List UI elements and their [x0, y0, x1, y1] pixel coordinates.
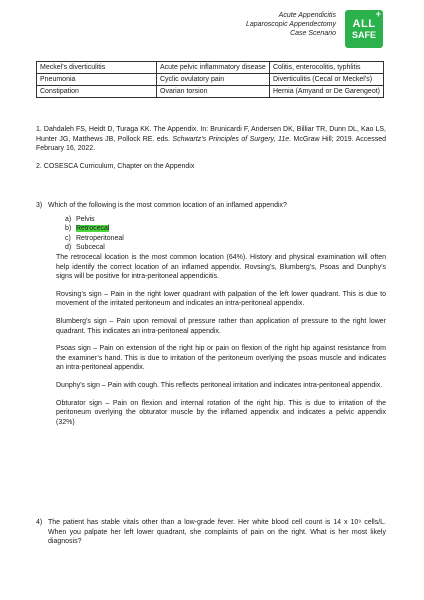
header-line-3: Case Scenario — [290, 30, 336, 37]
answer-option-c — [65, 234, 386, 244]
table-cell: Colitis, enterocolitis, typhlitis — [270, 62, 384, 74]
table-row — [37, 74, 384, 86]
rovsing-sign-paragraph: Rovsing’s sign – Pain in the right lower quadrant with palpation of the left lower quadrant. This is due to movement of the irritated peritoneum and indicates an intra-peritoneal appendix. — [56, 290, 386, 308]
question-text: The patient has stable vitals other than a low-grade fever. Her white blood cell count is 14 x 10⁹ cells/L. When you palpate her left lower quadrant, she complaints of pain on the right. What is her most likely diagnosis? — [48, 519, 386, 546]
table-cell: Ovarian torsion — [157, 86, 270, 98]
blumberg-sign-paragraph: Blumberg’s sign – Pain upon removal of pressure rather than application of pressure to the right lower quadrant. This indicates an intra-peritoneal appendix. — [56, 317, 386, 335]
explanation-paragraph: The retrocecal location is the most common location (64%). History and physical examination will often help identify the correct location of an inflamed appendix. Rovsing’s, Blumberg’s, Psoas and Dunphy’s signs will be positive for intra-peritoneal appendicitis. — [56, 253, 386, 281]
option-text: Retroperitoneal — [76, 234, 124, 242]
obturator-sign-paragraph: Obturator sign – Pain on flexion and internal rotation of the right hip. This is due to irritation of the peritoneum overlying the obturator muscle by the inflamed appendix and indicates a pelvic appendix (32%) — [56, 399, 386, 426]
question-4-header — [36, 518, 386, 547]
table-cell: Hernia (Amyand or De Garengeot) — [270, 86, 384, 98]
reference-1-post: . McGraw Hill; 2019. Accessed February 16, 2022. — [36, 135, 386, 153]
reference-1-book-title: Schwartz’s Principles of Surgery, 11e — [172, 135, 290, 143]
logo-bottom-text: SAFE — [351, 29, 376, 40]
table-cell: Pneumonia — [37, 74, 157, 86]
table-row — [37, 62, 384, 74]
table-cell: Cyclic ovulatory pain — [157, 74, 270, 86]
question-text: Which of the following is the most common location of an inflamed appendix? — [48, 202, 287, 209]
header-line-2: Laparoscopic Appendectomy — [245, 21, 336, 28]
option-letter: c) — [65, 234, 71, 242]
psoas-sign-paragraph: Psoas sign – Pain on extension of the right hip or pain on flexion of the right hip against resistance from the examiner’s hand. This is due to irritation of the peritoneum overlying the psoas muscle and indicates an intra-peritoneal appendix. — [56, 345, 386, 372]
question-3-header — [36, 201, 386, 211]
option-text: Pelvis — [76, 215, 95, 223]
option-letter: a) — [65, 215, 72, 223]
question-number: 3) — [36, 202, 43, 209]
references-section — [36, 125, 386, 179]
option-text: Subcecal — [76, 244, 105, 252]
reference-1-pre: 1. Dahdaleh FS, Heidt D, Turaga KK. The Appendix. In: Brunicardi F, Andersen DK, Billiar TR, Dunn DL, Kao LS, Hunter JG, Matthews JB, Pollock RE. eds. — [36, 126, 386, 143]
table-cell: Diverticulitis (Cecal or Meckel’s) — [270, 74, 384, 86]
allsafe-logo — [345, 10, 383, 48]
answer-option-b — [65, 224, 386, 234]
question-number: 4) — [36, 519, 43, 526]
answer-options — [56, 215, 386, 253]
table-row — [37, 86, 384, 98]
question-4 — [36, 518, 386, 547]
document-header — [246, 11, 336, 38]
option-letter: d) — [65, 244, 72, 252]
question-3 — [36, 201, 386, 435]
reference-2: 2. COSESCA Curriculum, Chapter on the Appendix — [36, 162, 195, 170]
table-cell: Constipation — [37, 86, 157, 98]
logo-plus-icon: + — [375, 9, 381, 19]
answer-option-a — [65, 215, 386, 225]
table-cell: Meckel’s diverticulitis — [37, 62, 157, 74]
logo-top-text: ALL — [352, 17, 376, 30]
option-letter: b) — [65, 225, 72, 233]
table-cell: Acute pelvic inflammatory disease — [157, 62, 270, 74]
reference-1 — [36, 125, 386, 154]
differential-diagnosis-table — [36, 61, 384, 98]
correct-answer-highlight: Retrocecal — [76, 225, 110, 233]
answer-option-d — [65, 243, 386, 253]
question-3-body — [36, 215, 386, 428]
dunphy-sign-paragraph: Dunphy’s sign – Pain with cough. This reflects peritoneal irritation and indicates intra-peritoneal appendix. — [56, 381, 383, 389]
header-line-1: Acute Appendicitis — [278, 12, 336, 19]
